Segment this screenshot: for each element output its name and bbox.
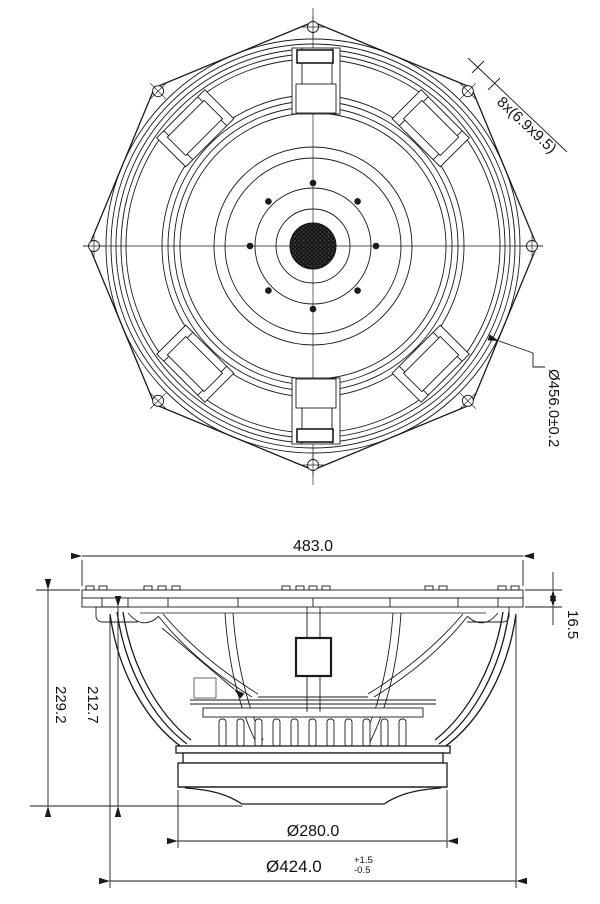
dim-flange-thickness: [525, 572, 581, 639]
spoke-northeast: [392, 90, 469, 167]
gasket-tabs: [86, 586, 519, 590]
dim-frame-diameter-label: [266, 848, 378, 876]
dim-frame-diameter-value: Ø424.0: [266, 857, 322, 876]
front-view: [83, 8, 567, 485]
dim-body-depth-label: 212.7: [84, 686, 101, 724]
outer-diameter-label: Ø456.0±0.2: [545, 369, 562, 448]
dim-magnet-diameter: [178, 790, 447, 848]
spoke-southwest: [157, 325, 234, 402]
magnet-assembly: [176, 746, 450, 804]
spoke-southeast: [392, 325, 469, 402]
side-view: [30, 538, 581, 888]
spoke-northwest: [157, 90, 234, 167]
dim-overall-width-label: 483.0: [292, 538, 334, 555]
dim-total-depth-label: 229.2: [52, 686, 69, 724]
dim-frame-diameter-tol-plus: +1.5: [354, 855, 373, 866]
mounting-flange: [82, 586, 523, 622]
terminal-block: [296, 607, 331, 712]
hole-pattern-callout: [468, 58, 567, 157]
dim-magnet-diameter-label: Ø280.0: [286, 823, 340, 840]
dim-body-depth: [84, 607, 130, 806]
dim-flange-thickness-label: 16.5: [564, 610, 581, 640]
dust-cap-mesh: [290, 223, 336, 269]
spoke-bottom: [292, 378, 340, 444]
dim-overall-width: [82, 538, 523, 586]
outer-diameter-callout: [499, 341, 562, 447]
spoke-top: [292, 48, 340, 114]
dim-frame-diameter-tol-minus: -0.5: [354, 865, 371, 876]
spider-ribs: [183, 719, 443, 748]
hole-pattern-label: 8x(6.9x9.5): [493, 93, 560, 158]
